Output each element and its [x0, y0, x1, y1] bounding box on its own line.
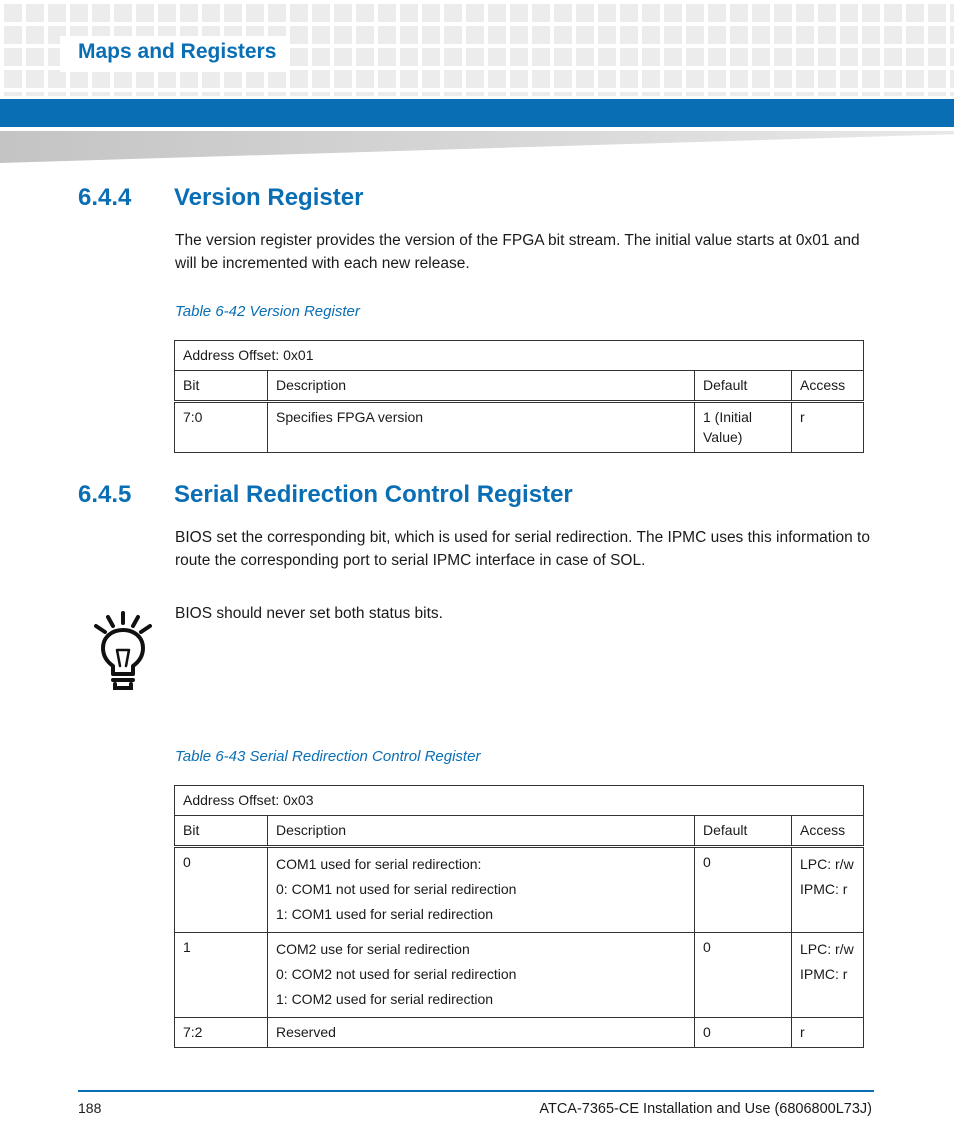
- cell-default: 0: [695, 933, 792, 1018]
- version-register-table: [174, 340, 864, 453]
- cell-default: 0: [695, 1018, 792, 1048]
- table-row: [175, 847, 864, 933]
- desc-line: 1: COM2 used for serial redirection: [276, 991, 494, 1007]
- serial-redirection-table: [174, 785, 864, 1048]
- note-text: BIOS should never set both status bits.: [175, 605, 443, 622]
- section-number: 6.4.5: [78, 481, 132, 508]
- section-heading-6-4-5: [78, 481, 573, 509]
- section-heading-6-4-4: [78, 184, 363, 212]
- section-title: Serial Redirection Control Register: [174, 481, 573, 508]
- address-row: [175, 786, 864, 816]
- header-access: Access: [792, 816, 864, 847]
- desc-line: 0: COM1 not used for serial redirection: [276, 881, 517, 897]
- cell-access: [792, 933, 864, 1018]
- header-description: Description: [268, 816, 695, 847]
- address-row: [175, 341, 864, 371]
- desc-line: COM1 used for serial redirection:: [276, 856, 482, 872]
- header-bit: Bit: [175, 371, 268, 402]
- footer-rule: [78, 1090, 874, 1092]
- section-title: Version Register: [174, 184, 364, 211]
- access-line: LPC: r/w: [800, 856, 854, 872]
- lightbulb-icon: [92, 610, 154, 692]
- cell-default: 0: [695, 847, 792, 933]
- section-body-text: BIOS set the corresponding bit, which is used for serial redirection. The IPMC uses this information to route the corresponding port to serial IPMC interface in case of SOL.: [175, 529, 870, 569]
- table-row: [175, 1018, 864, 1048]
- cell-bit: 0: [175, 847, 268, 933]
- cell-bit: 7:0: [175, 402, 268, 453]
- desc-line: 0: COM2 not used for serial redirection: [276, 966, 517, 982]
- header-bit: Bit: [175, 816, 268, 847]
- section-number: 6.4.4: [78, 184, 132, 211]
- header-grey-bar: [0, 131, 954, 163]
- desc-line: COM2 use for serial redirection: [276, 941, 470, 957]
- access-line: IPMC: r: [800, 966, 848, 982]
- desc-line: 1: COM1 used for serial redirection: [276, 906, 494, 922]
- table-caption: Table 6-42 Version Register: [175, 303, 360, 320]
- address-offset: Address Offset: 0x01: [175, 341, 864, 371]
- table-row: [175, 402, 864, 453]
- document-title: ATCA-7365-CE Installation and Use (6806800L73J): [539, 1101, 872, 1117]
- table-header-row: [175, 371, 864, 402]
- access-line: IPMC: r: [800, 881, 848, 897]
- cell-description: Reserved: [268, 1018, 695, 1048]
- cell-description: Specifies FPGA version: [268, 402, 695, 453]
- page-number: 188: [78, 1100, 102, 1116]
- header-description: Description: [268, 371, 695, 402]
- section-body-text: The version register provides the version of the FPGA bit stream. The initial value starts at 0x01 and will be incremented with each new release.: [175, 232, 860, 272]
- cell-bit: 7:2: [175, 1018, 268, 1048]
- table-header-row: [175, 816, 864, 847]
- access-line: LPC: r/w: [800, 941, 854, 957]
- table-caption: Table 6-43 Serial Redirection Control Register: [175, 748, 481, 765]
- cell-access: r: [792, 402, 864, 453]
- header-access: Access: [792, 371, 864, 402]
- table-row: [175, 933, 864, 1018]
- cell-bit: 1: [175, 933, 268, 1018]
- cell-default: 1 (Initial Value): [695, 402, 792, 453]
- header-default: Default: [695, 371, 792, 402]
- running-header: Maps and Registers: [78, 40, 277, 63]
- cell-access: [792, 847, 864, 933]
- address-offset: Address Offset: 0x03: [175, 786, 864, 816]
- header-blue-bar: [0, 99, 954, 127]
- header-default: Default: [695, 816, 792, 847]
- cell-access: r: [792, 1018, 864, 1048]
- cell-description: [268, 933, 695, 1018]
- cell-description: [268, 847, 695, 933]
